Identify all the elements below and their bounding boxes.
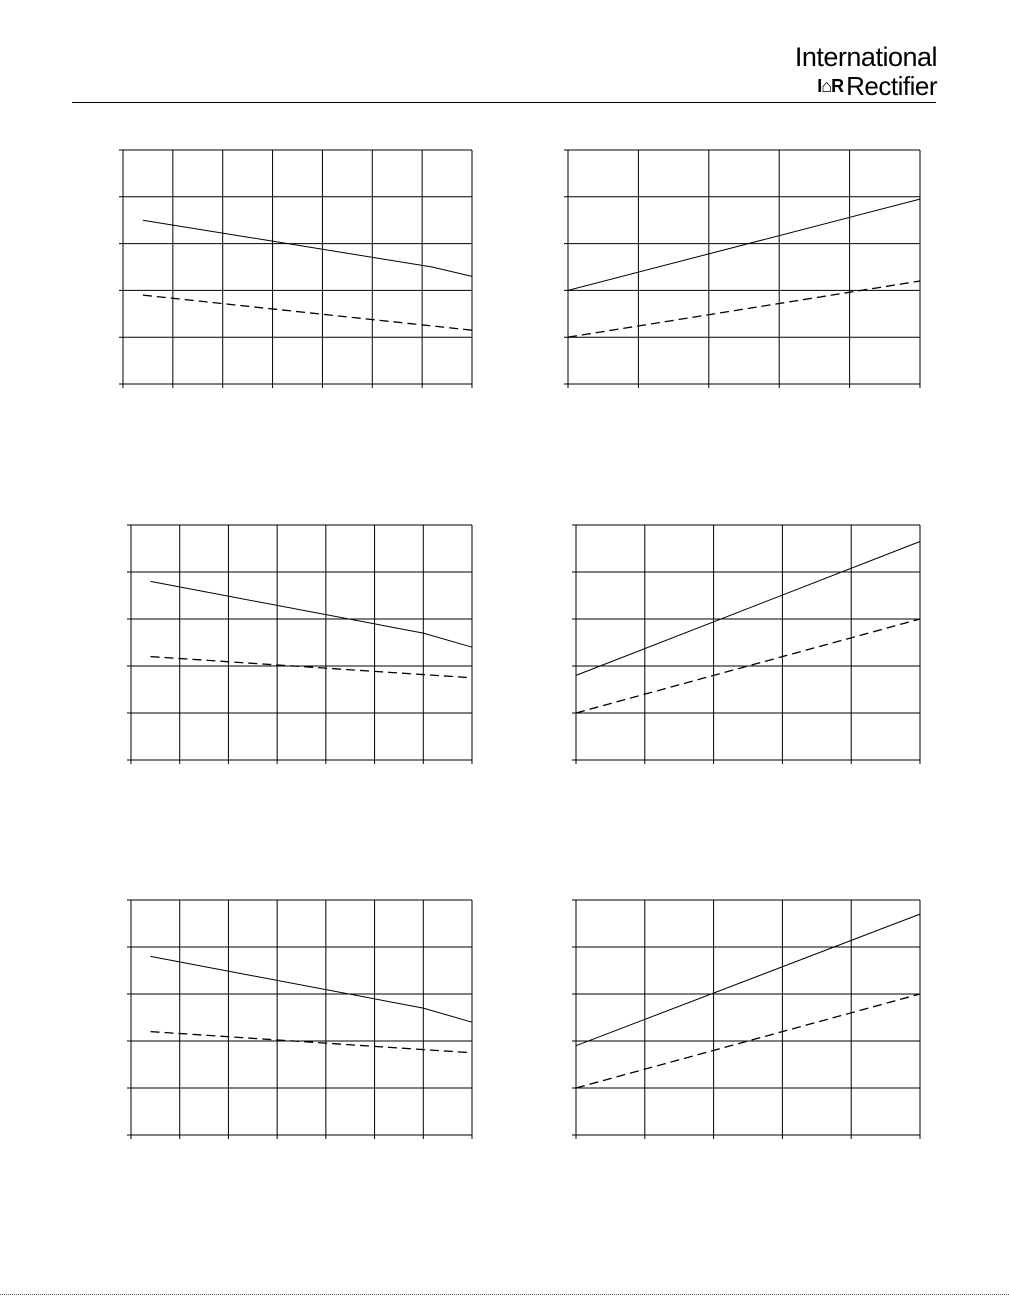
ior-logo-mark: I⌂R [817, 76, 844, 96]
page-bottom-edge [0, 1294, 1009, 1295]
chart-5 [127, 900, 472, 1139]
chart-2 [564, 150, 920, 388]
series-solid-line [576, 542, 920, 676]
logo-text-rectifier: Rectifier [846, 71, 937, 101]
chart-4 [572, 525, 920, 764]
chart-1 [119, 150, 472, 388]
chart-3 [127, 525, 472, 764]
chart-6 [572, 900, 920, 1139]
series-solid-line [568, 199, 920, 290]
logo-text-international: International [794, 42, 937, 72]
series-dashed-line [568, 281, 920, 337]
series-solid-line [576, 914, 920, 1046]
